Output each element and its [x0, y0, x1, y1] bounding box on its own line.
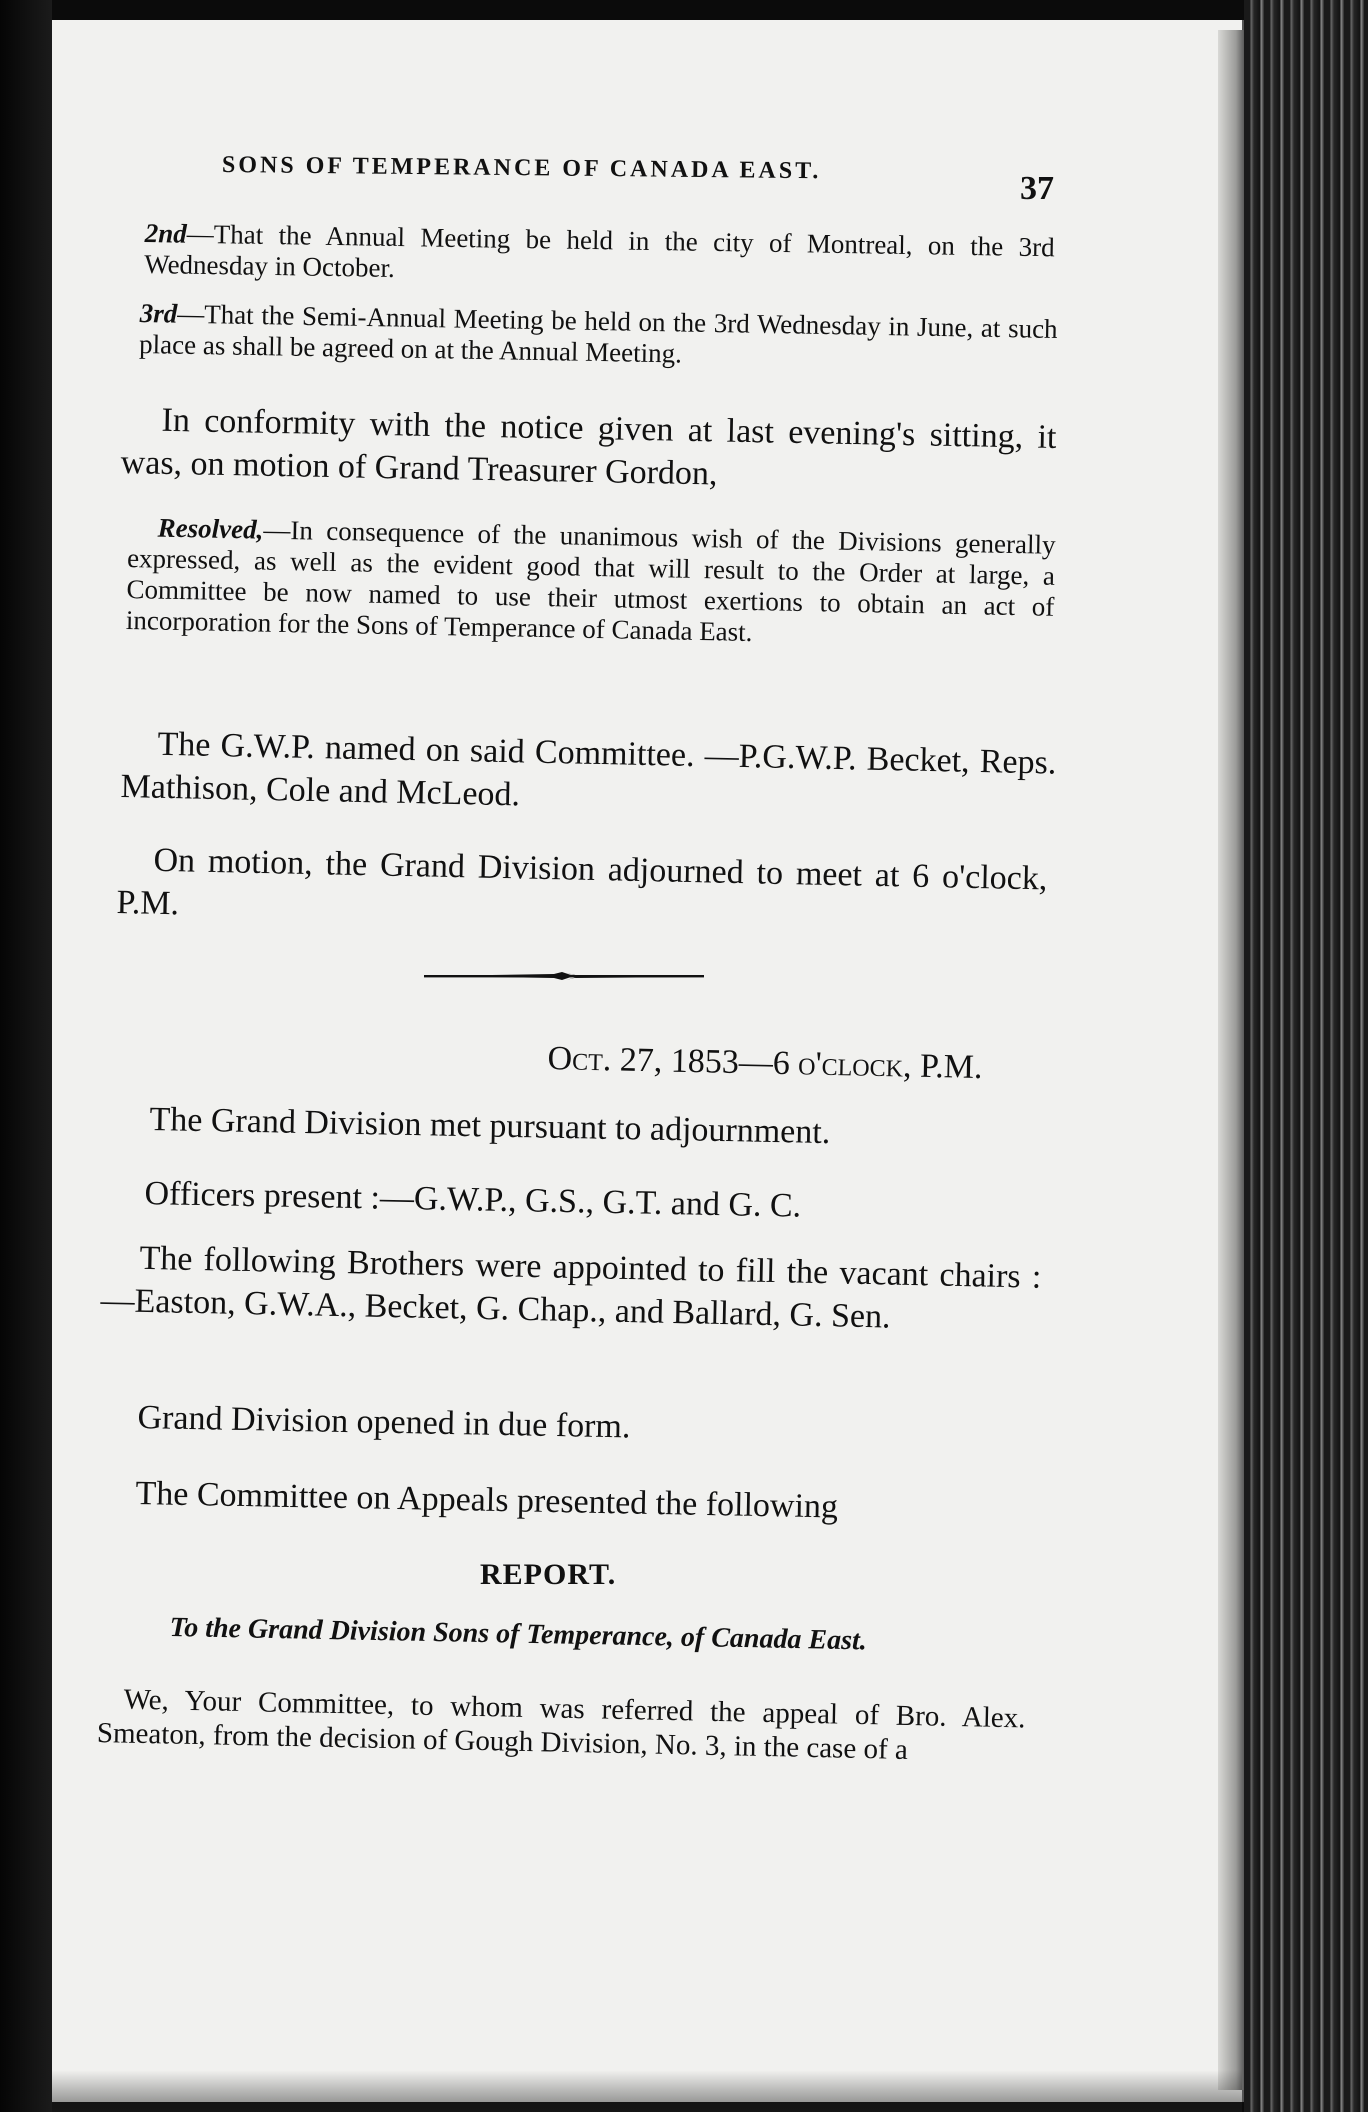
book-left-edge — [0, 0, 52, 2112]
paragraph-met-pursuant: The Grand Division met pursuant to adjournment. — [149, 1100, 831, 1152]
paragraph-label: Resolved, — [157, 512, 264, 545]
paragraph-officers-present: Officers present :—G.W.P., G.S., G.T. and G. C. — [144, 1174, 802, 1225]
paragraph-label: 3rd — [139, 298, 178, 329]
paragraph-label: 2nd — [144, 218, 188, 249]
paragraph-text: —In consequence of the unanimous wish of the Divisions generally expressed, as well as the evident good that will result to the Order at large, a Committee be now named to use their utmost exertions to obtain an act of incorporation for the Sons of Temperance of Canada East. — [125, 514, 1056, 648]
paragraph-committee-appeals: The Committee on Appeals presented the following — [135, 1474, 839, 1526]
paragraph-opened-due-form: Grand Division opened in due form. — [137, 1398, 631, 1446]
session-date-line: Oct. 27, 1853—6 o'clock, P.M. — [547, 1040, 983, 1087]
paragraph-text: —That the Semi-Annual Meeting be held on the 3rd Wednesday in June, at such place as shall be agreed on at the Annual Meeting. — [138, 298, 1058, 369]
running-header: SONS OF TEMPERANCE OF CANADA EAST. — [221, 152, 822, 185]
paragraph-brothers-appointed: The following Brothers were appointed to fill the vacant chairs :—Easton, G.W.A., Becket, G. Chap., and Ballard, G. Sen. — [100, 1239, 1042, 1336]
report-heading: REPORT. — [480, 1558, 617, 1591]
page-number: 37 — [1020, 170, 1054, 207]
paragraph-committee-named: The G.W.P. named on said Committee. —P.G.W.P. Becket, Reps. Mathison, Cole and McLeod. — [120, 725, 1057, 814]
report-address-line: To the Grand Division Sons of Temperance, of Canada East. — [169, 1612, 868, 1657]
paragraph-adjourned: On motion, the Grand Division adjourned to meet at 6 o'clock, P.M. — [116, 841, 1048, 923]
page-bottom-shadow — [52, 2070, 1242, 2112]
paragraph-resolved-incorporation — [126, 512, 1056, 654]
report-body-paragraph: We, Your Committee, to whom was referred the appeal of Bro. Alex. Smeaton, from the decision of Gough Division, No. 3, in the case of a — [96, 1683, 1026, 1766]
paragraph-conformity-notice: In conformity with the notice given at last evening's sitting, it was, on motion of Grand Treasurer Gordon, — [120, 401, 1057, 493]
paragraph-text: —That the Annual Meeting be held in the city of Montreal, on the 3rd Wednesday in October. — [144, 218, 1055, 283]
book-spine — [1244, 0, 1368, 2112]
section-divider-ornament — [424, 970, 704, 982]
